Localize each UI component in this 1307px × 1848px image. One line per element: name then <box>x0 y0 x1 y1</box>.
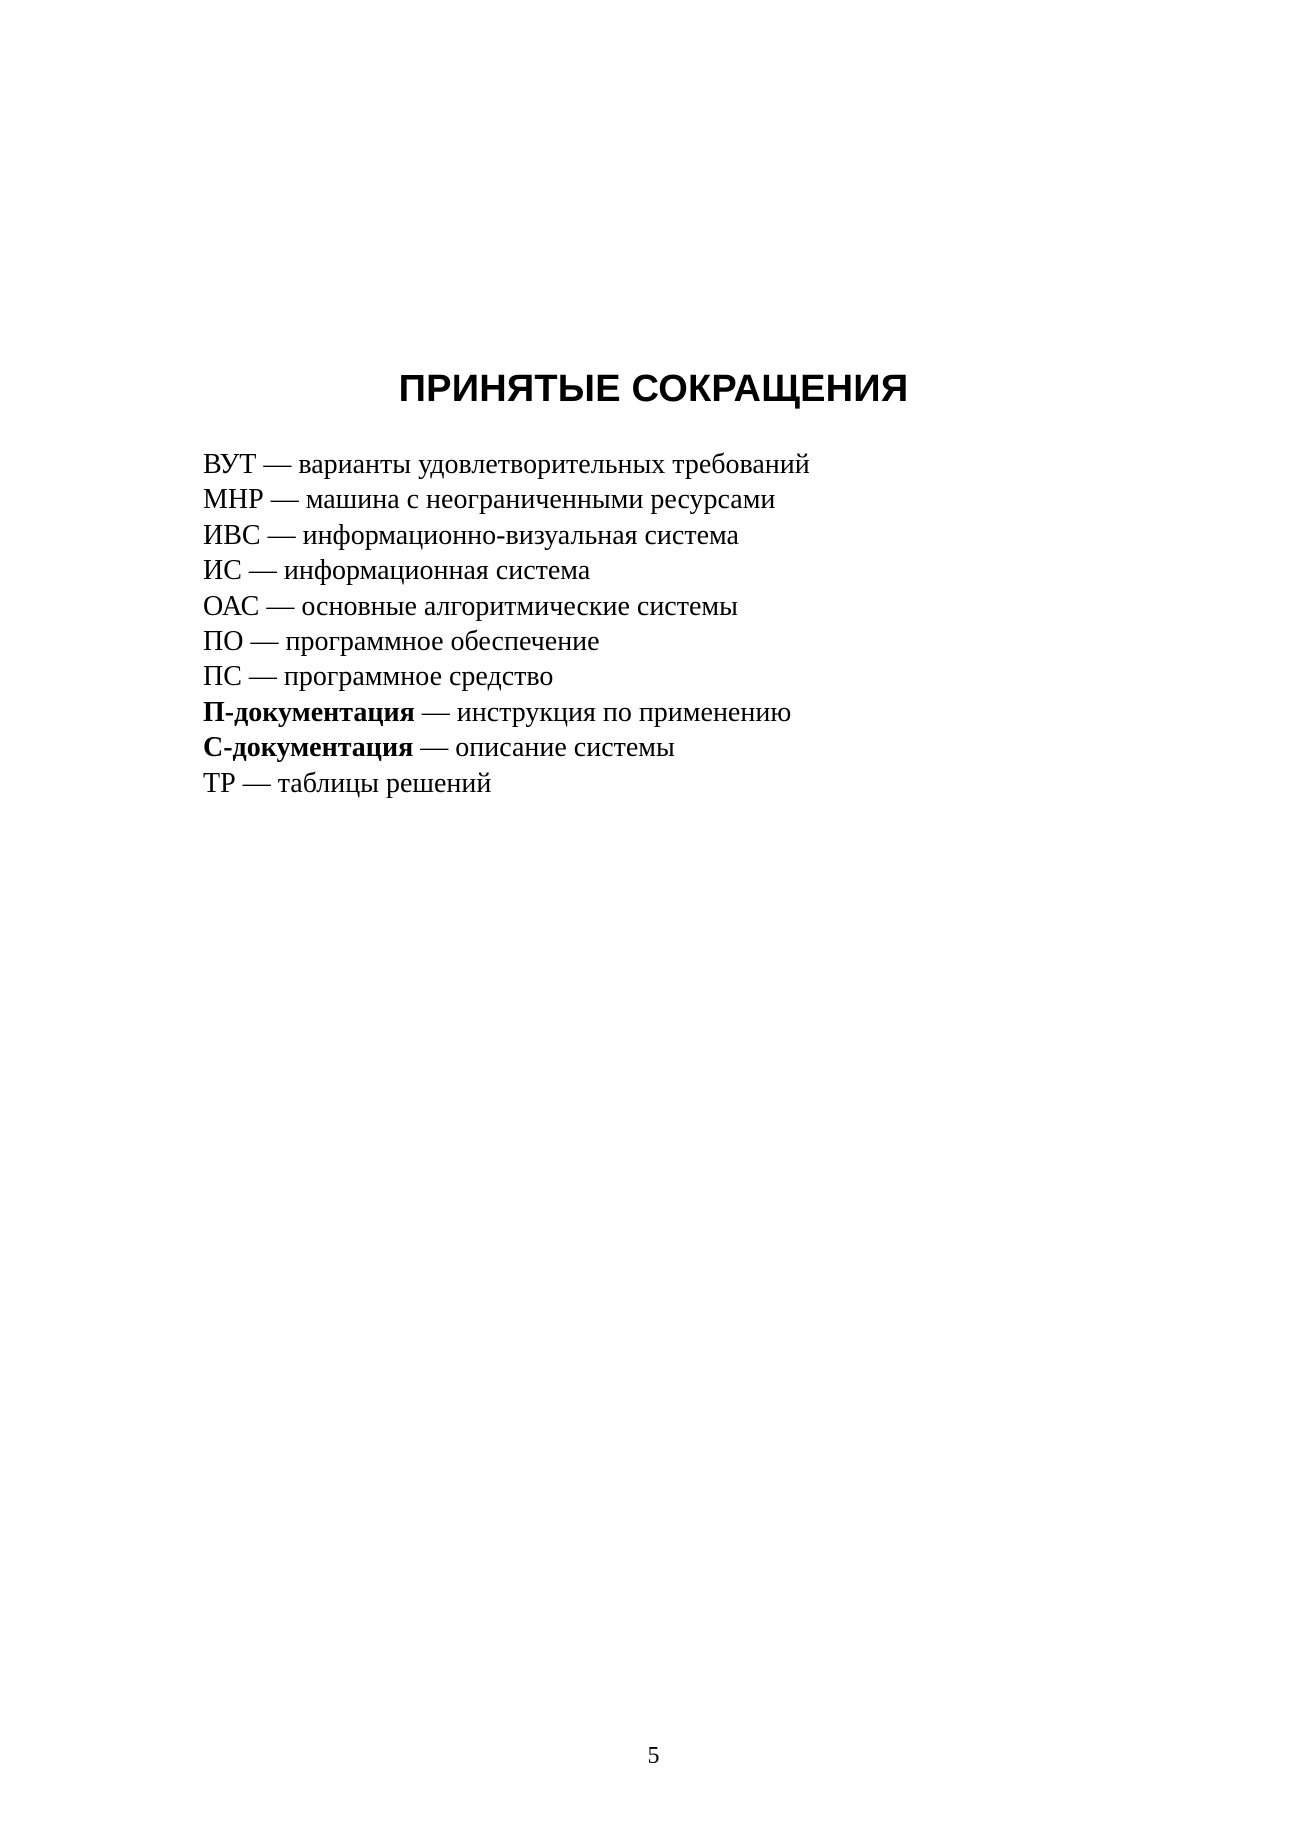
abbreviation-term: ТР <box>203 767 236 799</box>
abbreviation-separator: — <box>241 661 284 693</box>
abbreviation-definition: описание системы <box>455 732 675 764</box>
abbreviation-separator: — <box>241 555 284 587</box>
page-number: 5 <box>647 1743 660 1769</box>
abbreviation-term: ИС <box>203 555 242 587</box>
abbreviation-definition: варианты удовлетворительных требований <box>298 449 810 480</box>
abbreviation-separator: — <box>256 449 299 480</box>
abbreviation-item <box>203 624 1203 659</box>
abbreviation-term: ВУТ <box>203 449 257 480</box>
abbreviation-item <box>203 589 1203 624</box>
abbreviation-term: П-документация <box>203 696 415 728</box>
abbreviation-separator: — <box>260 519 303 551</box>
page-title: ПРИНЯТЫЕ СОКРАЩЕНИЯ <box>398 368 909 410</box>
abbreviation-definition: основные алгоритмические системы <box>301 590 738 622</box>
abbreviation-item <box>203 553 1203 588</box>
abbreviation-separator: — <box>259 590 302 622</box>
abbreviation-term: ПО <box>203 626 244 658</box>
abbreviation-term: С-документация <box>203 732 414 764</box>
abbreviation-separator: — <box>243 626 286 658</box>
abbreviation-item <box>203 730 1203 765</box>
abbreviation-list <box>203 447 1203 801</box>
abbreviation-definition: инструкция по применению <box>456 696 792 728</box>
abbreviation-definition: машина с неограниченными ресурсами <box>305 484 776 516</box>
abbreviation-term: ИВС <box>203 519 261 551</box>
abbreviation-definition: информационно-визуальная система <box>302 519 739 551</box>
abbreviation-item <box>203 482 1203 517</box>
abbreviation-definition: информационная система <box>283 555 591 587</box>
abbreviation-separator: — <box>263 484 306 516</box>
abbreviation-item <box>203 766 1203 801</box>
abbreviation-item <box>203 695 1203 730</box>
abbreviation-item <box>203 518 1203 553</box>
abbreviation-term: МНР <box>203 484 264 516</box>
abbreviation-definition: программное средство <box>283 661 554 693</box>
abbreviation-separator: — <box>235 767 278 799</box>
abbreviation-definition: таблицы решений <box>277 767 492 799</box>
abbreviation-term: ПС <box>203 661 242 693</box>
abbreviation-term: ОАС <box>203 590 260 622</box>
abbreviation-separator: — <box>414 696 457 728</box>
abbreviation-item <box>203 659 1203 694</box>
abbreviation-definition: программное обеспечение <box>285 626 600 658</box>
abbreviation-separator: — <box>413 732 456 764</box>
abbreviation-item <box>203 447 1203 482</box>
